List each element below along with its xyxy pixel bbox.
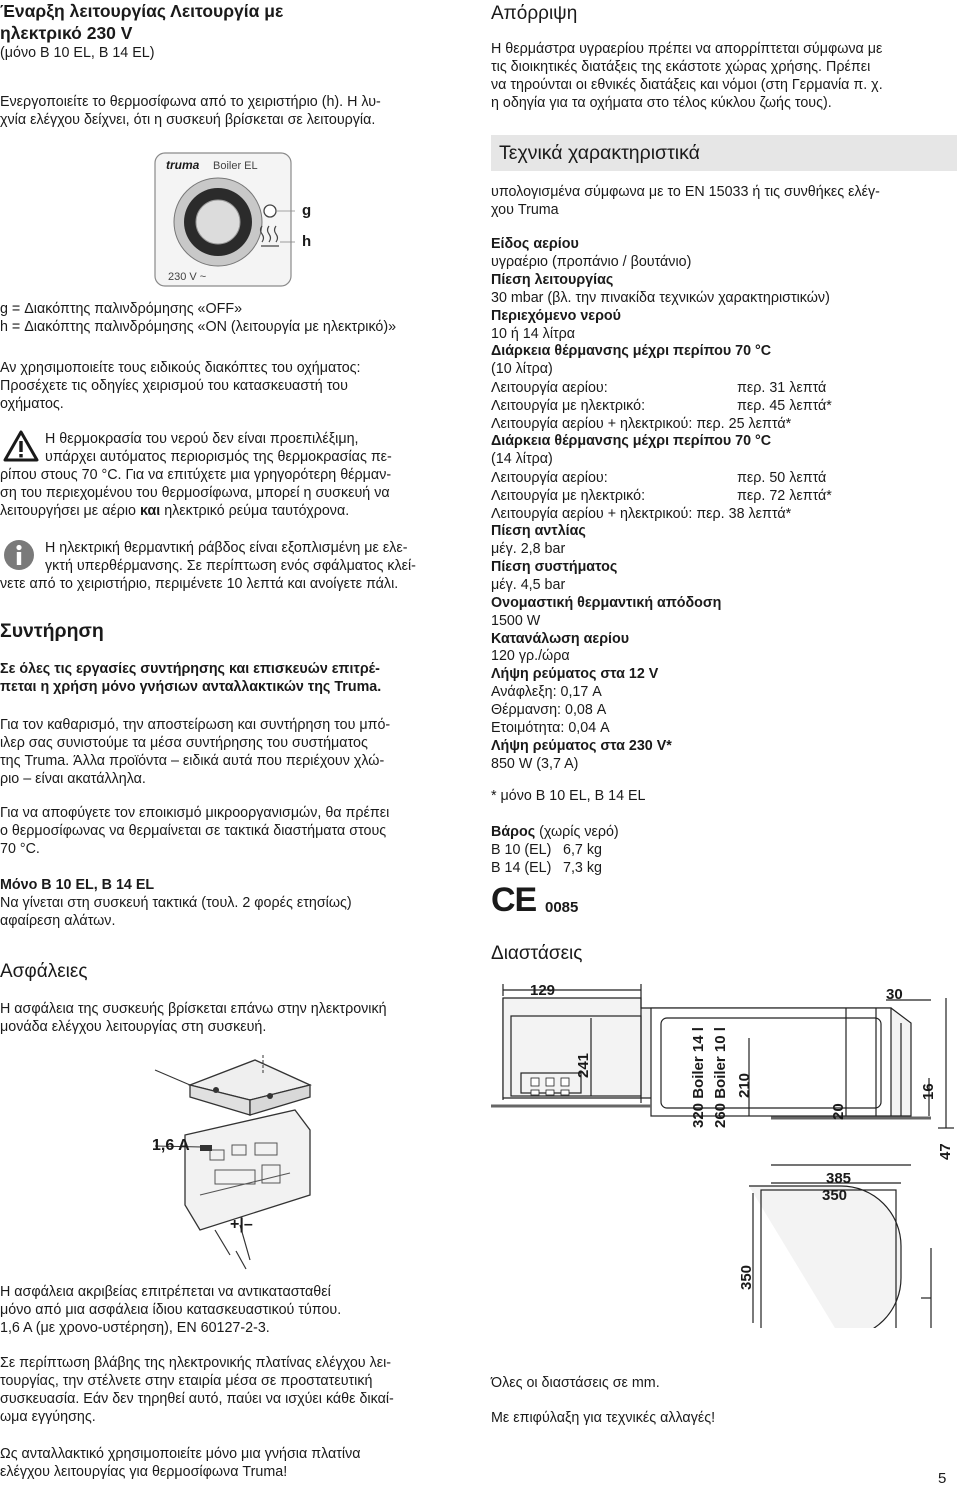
disposal-heading: Απόρριψη [491,3,578,24]
spec-row [491,379,957,397]
section-electric-start [0,0,283,62]
spec-label: Λήψη ρεύματος στα 12 V [491,666,659,683]
precision-line: μόνο από μια ασφάλεια ίδιου κατασκευαστικού τύπου. [0,1302,342,1318]
dim-385: 385 [826,1170,852,1187]
micro-line: ο θερμοσίφωνας να θερμαίνεται σε τακτικά διαστήματα στους [0,823,387,839]
info-icon [3,539,35,571]
weight-row [491,859,791,877]
spec-note: (10 λίτρα) [491,361,553,378]
spec-row [491,505,957,523]
spec-row-key: Λειτουργία αερίου: [491,470,608,487]
warning-emphasis: και [139,503,161,519]
cleaning-text [0,716,470,788]
warning-line: Η θερμοκρασία του νερού δεν είναι προεπιλέξιμη, [45,431,359,447]
footnote: * μόνο B 10 EL, B 14 EL [491,788,646,804]
label-g: g [302,202,312,219]
spec-row-key: Λειτουργία αερίου + ηλεκτρικού: [491,416,693,433]
fuses-heading: Ασφάλειες [0,961,88,982]
disposal-line: Η θερμάστρα υγραερίου πρέπει να απορρίπτεται σύμφωνα με [491,41,883,57]
descaling-models: Μόνο B 10 EL, B 14 EL [0,877,155,893]
disposal-line: η οδηγία για τα οχήματα στο τέλος κύκλου ζωής τους). [491,95,832,111]
spec-row-value: περ. 45 λεπτά* [737,398,832,415]
title-note: (μόνο B 10 EL, B 14 EL) [0,45,155,61]
fuse-rating-label: 1,6 A [152,1137,190,1154]
vehicle-line: Αν χρησιμοποιείτε τους ειδικούς διακόπτες του οχήματος: [0,360,361,376]
ce-mark-logo: CE [491,881,537,919]
spare-line: ελέγχου λειτουργίας για θερμοσίφωνα Truma! [0,1464,288,1480]
spec-row [491,469,957,487]
spec-label: Διάρκεια θέρμανσης μέχρι περίπου 70 °C [491,433,772,450]
descaling-line: Να γίνεται στη συσκευή τακτικά (τουλ. 2 φορές ετησίως) [0,895,352,911]
maintenance-warning-line: πεται η χρήση μόνο γνήσιων ανταλλακτικών της Truma. [0,679,382,695]
micro-line: Για να αποφύγετε τον εποικισμό μικροοργανισμών, θα πρέπει [0,805,390,821]
spec-list [491,236,957,774]
vehicle-switch-note [0,359,470,413]
dim-30: 30 [886,986,903,1003]
warning-text: ηλεκτρικό ρεύμα ταυτόχρονα. [160,503,350,519]
dim-20: 20 [830,1103,847,1120]
spec-value: Ετοιμότητα: 0,04 A [491,720,610,737]
weight-label: Βάρος [491,824,536,840]
spec-row [491,397,957,415]
info-line: Η ηλεκτρική θερμαντική ράβδος είναι εξοπλισμένη με ελε- [45,540,408,556]
spec-value: υγραέριο (προπάνιο / βουτάνιο) [491,253,692,270]
spec-value: μέγ. 2,8 bar [491,540,566,557]
damage-line: τουργίας, την στέλνετε στην εταιρία μέσα σε προστατευτική [0,1373,373,1389]
spec-row-key: Λειτουργία με ηλεκτρικό: [491,488,646,505]
truma-logo: truma [166,158,200,172]
weight-row [491,841,791,859]
micro-line: 70 °C. [0,841,40,857]
maintenance-warning-line: Σε όλες τις εργασίες συντήρησης και επισκευών επιτρέ- [0,661,380,677]
label-h: h [302,233,312,250]
spec-value: 1500 W [491,612,541,629]
tech-heading-box [491,135,957,171]
warning-line: ρίπου στους 70 °C. Για να επιτύχετε μια γρηγορότερη θέρμαν- [0,467,392,483]
warning-text: λειτουργήσει με αέριο [0,503,140,519]
weight-block [491,823,791,877]
fuse-polarity-label: +|– [230,1216,253,1233]
spec-value: 850 W (3,7 A) [491,755,579,772]
spec-value: 120 γρ./ώρα [491,648,570,665]
spec-row [491,487,957,505]
vehicle-line: Προσέχετε τις οδηγίες χειρισμού του κατασκευαστή του [0,378,348,394]
cleaning-line: ριο – είναι ακατάλληλα. [0,771,146,787]
tech-heading: Τεχνικά χαρακτηριστικά [499,142,700,164]
ce-number: 0085 [545,899,579,916]
cleaning-line: ιλερ σας συνιστούμε τα μέσα συντήρησης του συστήματος [0,735,368,751]
precision-fuse-text [0,1283,470,1337]
dim-210: 210 [736,1072,753,1098]
tech-intro [491,183,957,219]
weight-value: 6,7 kg [563,842,602,858]
fuse-line: μονάδα ελέγχου λειτουργίας στη συσκευή. [0,1019,267,1035]
spec-label: Είδος αερίου [491,236,579,252]
dim-47: 47 [937,1143,954,1160]
maintenance-warning [0,660,470,696]
spec-label: Κατανάλωση αερίου [491,630,630,647]
cleaning-line: Για τον καθαρισμό, την αποστείρωση και συντήρηση του μπό- [0,717,391,733]
precision-line: 1,6 A (με χρονο-υστέρηση), EN 60127-2-3. [0,1320,270,1336]
disposal-line: να τηρούνται οι εθνικές διατάξεις και νόμοι (στη Γερμανία π. χ. [491,77,883,93]
legend [0,300,470,336]
disposal-text [491,40,957,112]
warning-icon [3,430,39,462]
vehicle-line: οχήματος. [0,396,64,412]
spec-label: Πίεση συστήματος [491,558,618,575]
section-title [0,0,283,44]
panel-voltage-label: 230 V ~ [168,271,207,283]
spec-value: 30 mbar (βλ. την πινακίδα τεχνικών χαρακτηριστικών) [491,289,830,306]
spec-row-value: περ. 50 λεπτά [737,470,827,487]
intro-line: χνία ελέγχου δείχνει, ότι η συσκευή βρίσκεται σε λειτουργία. [0,112,376,128]
dim-320: 320 Boiler 14 l [690,1027,707,1128]
weight-model: B 14 (EL) [491,860,552,876]
warning-block [0,430,470,520]
warning-line: υπάρχει αυτόματος περιορισμός της θερμοκρασίας πε- [45,449,392,465]
precision-line: Η ασφάλεια ακριβείας επιτρέπεται να αντικατασταθεί [0,1284,331,1300]
dim-350-width: 350 [822,1187,848,1204]
info-line: νετε από το χειριστήριο, περιμένετε 10 λεπτά και ανοίγετε πάλι. [0,576,399,592]
panel-model-label: Boiler EL [213,160,258,172]
title-line-1: Έναρξη λειτουργίας Λειτουργία με [0,1,284,21]
dim-241: 241 [575,1052,592,1078]
cleaning-line: της Truma. Άλλα προϊόντα – ειδικά αυτά που περιέχουν χλώ- [0,753,385,769]
spec-label: Λήψη ρεύματος στα 230 V* [491,737,672,754]
tech-intro-line: υπολογισμένα σύμφωνα με το EN 15033 ή τις συνθήκες ελέγ- [491,184,880,200]
info-line: γκτή υπερθέρμανσης. Σε περίπτωση ενός σφάλματος κλεί- [45,558,416,574]
spec-label: Πίεση αντλίας [491,523,586,540]
all-dimensions-note: Όλες οι διαστάσεις σε mm. [491,1375,660,1391]
spec-value: Ανάφλεξη: 0,17 A [491,684,602,701]
fuse-line: Η ασφάλεια της συσκευής βρίσκεται επάνω στην ηλεκτρονική [0,1001,387,1017]
maintenance-heading: Συντήρηση [0,620,104,642]
spec-label: Περιεχόμενο νερού [491,307,621,324]
intro-text [0,93,470,129]
microorganism-text [0,804,470,858]
spec-row [491,415,957,433]
damage-text [0,1354,470,1426]
spec-note: (14 λίτρα) [491,451,553,468]
spec-label: Πίεση λειτουργίας [491,271,614,288]
spec-row-value: περ. 25 λεπτά* [696,416,792,433]
dim-350-height: 350 [738,1264,755,1290]
weight-note: (χωρίς νερό) [535,824,619,840]
spec-row-key: Λειτουργία αερίου: [491,380,608,397]
warning-line [0,502,470,520]
fuse-illustration [140,1055,340,1270]
spec-value: 10 ή 14 λίτρα [491,325,576,342]
intro-line: Ενεργοποιείτε το θερμοσίφωνα από το χειριστήριο (h). Η λυ- [0,94,381,110]
spec-row-value: περ. 72 λεπτά* [737,488,832,505]
fuse-location-text [0,1000,470,1036]
weight-heading [491,823,791,841]
reserved-note: Με επιφύλαξη για τεχνικές αλλαγές! [491,1410,716,1426]
spec-row-key: Λειτουργία αερίου + ηλεκτρικού: [491,506,693,523]
warning-line: ση του περιεχομένου του θερμοσίφωνα, μπορεί η συσκευή να [0,485,390,501]
dim-260: 260 Boiler 10 l [712,1027,729,1128]
info-block [0,539,470,593]
spare-line: Ως ανταλλακτικό χρησιμοποιείτε μόνο μια γνήσια πλατίνα [0,1446,361,1462]
page-number: 5 [938,1470,947,1487]
damage-line: ωμα εγγύησης. [0,1409,96,1425]
spec-value: μέγ. 4,5 bar [491,576,566,593]
spec-label: Ονομαστική θερμαντική απόδοση [491,594,722,611]
spec-row-value: περ. 31 λεπτά [737,380,827,397]
descaling-text [0,876,470,930]
legend-h: h = Διακόπτης παλινδρόμησης «ON (λειτουργία με ηλεκτρικό)» [0,319,397,335]
damage-line: συσκευασία. Εάν δεν τηρηθεί αυτό, παύει να ισχύει κάθε δικαί- [0,1391,394,1407]
spec-row-value: περ. 38 λεπτά* [696,506,792,523]
spec-row-key: Λειτουργία με ηλεκτρικό: [491,398,646,415]
disposal-line: τις διοικητικές διατάξεις της εκάστοτε χώρας χρήσης. Πρέπει [491,59,871,75]
weight-model: B 10 (EL) [491,842,552,858]
damage-line: Σε περίπτωση βλάβης της ηλεκτρονικής πλατίνας ελέγχου λει- [0,1355,392,1371]
dimensions-heading: Διαστάσεις [491,943,583,964]
weight-value: 7,3 kg [563,860,602,876]
tech-intro-line: χου Truma [491,202,559,218]
dim-129: 129 [530,982,556,999]
descaling-line: αφαίρεση αλάτων. [0,913,116,929]
title-line-2: ηλεκτρικό 230 V [0,23,133,43]
spare-part-text [0,1445,470,1481]
legend-g: g = Διακόπτης παλινδρόμησης «OFF» [0,301,243,317]
spec-value: Θέρμανση: 0,08 A [491,702,607,719]
spec-label: Διάρκεια θέρμανσης μέχρι περίπου 70 °C [491,343,772,360]
dim-16: 16 [920,1083,937,1100]
